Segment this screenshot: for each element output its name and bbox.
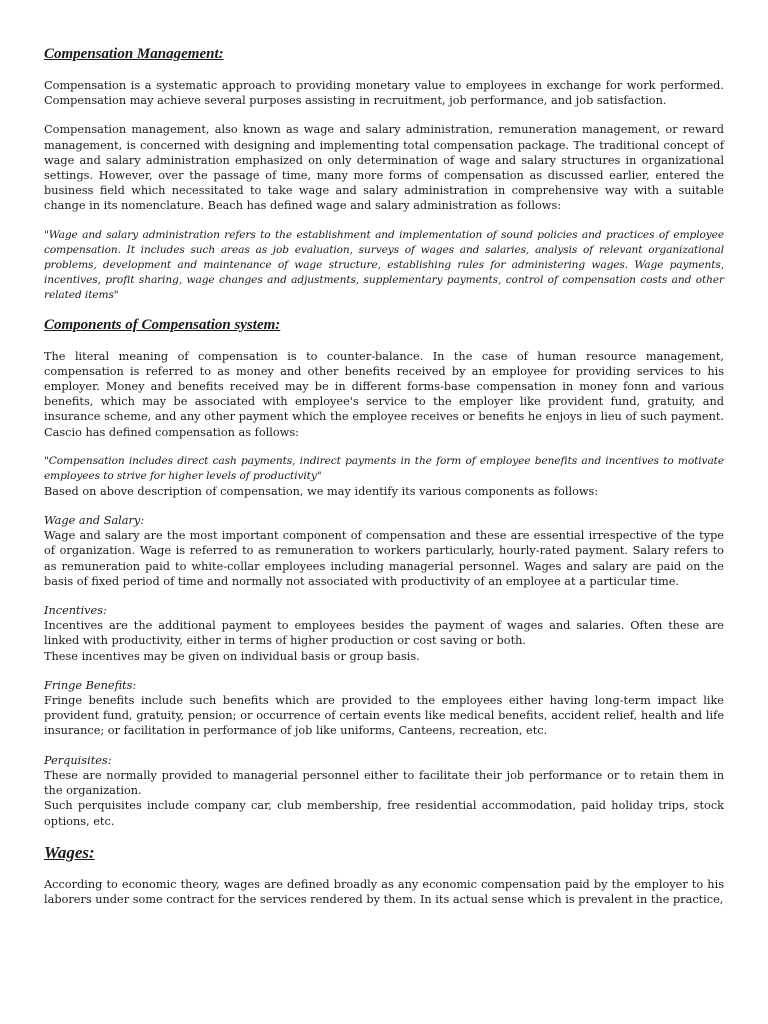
- components-heading: Components of Compensation system:: [44, 316, 281, 333]
- perquisites-label: Perquisites:: [44, 753, 112, 767]
- intro-paragraph-1: Compensation is a systematic approach to providing monetary value to employees in exchange for work performed. Compensation may achieve several purposes assisting in recruitment, job performance, and job satisfaction.: [44, 79, 724, 108]
- incentives-text-2: These incentives may be given on individual basis or group basis.: [44, 649, 420, 663]
- intro-paragraph-2: Compensation management, also known as wage and salary administration, remuneration management, or reward management, is concerned with designing and implementing total compensation package. The traditional concept of wage and salary administration emphasized on only determination of wage and salary structures in organizational settings. However, over the passage of time, many more forms of compensation as discussed earlier, entered the business field which necessitated to take wage and salary administration in comprehensive way with a suitable change in its nomenclature. Beach has defined wage and salary administration as follows:: [44, 123, 724, 213]
- perquisites-text-1: These are normally provided to managerial personnel either to facilitate their job performance or to retain them in the organization.: [44, 768, 724, 798]
- wage-salary-text: Wage and salary are the most important component of compensation and these are essential irrespective of the type of organization. Wage is referred to as remuneration to workers particularly, hourly-rated payment. Salary refers to as remuneration paid to white-collar employees including managerial personnel. Wages and salary are paid on the basis of fixed period of time and normally not associated with productivity of an employee at a particular time.: [44, 529, 724, 588]
- page-title: Compensation Management:: [44, 46, 224, 62]
- fringe-section: [44, 678, 724, 739]
- fringe-text: Fringe benefits include such benefits which are provided to the employees either having long-term impact like provident fund, gratuity, pension; or occurrence of certain events like medical benefits, accident relief, health and life insurance; or facilitation in performance of job like uniforms, Canteens, recreation, etc.: [44, 694, 724, 738]
- beach-quote: "Wage and salary administration refers to the establishment and implementation of sound policies and practices of employee compensation. It includes such areas as job evaluation, surveys of wages and salaries, analysis of relevant organizational problems, development and maintenance of wage structure, establishing rules for administering wages. Wage payments, incentives, profit sharing, wage changes and adjustments, supplementary payments, control of compensation costs and other related items": [44, 228, 724, 301]
- incentives-text-1: Incentives are the additional payment to employees besides the payment of wages and salaries. Often these are linked with productivity, either in terms of higher production or cost saving or both.: [44, 619, 724, 648]
- wage-salary-section: [44, 513, 724, 589]
- fringe-label: Fringe Benefits:: [44, 678, 137, 692]
- wages-paragraph: According to economic theory, wages are defined broadly as any economic compensation paid by the employer to his laborers under some contract for the services rendered by them. In its actual sense which is prevalent in the practice,: [44, 877, 724, 906]
- incentives-section: [44, 603, 724, 664]
- components-paragraph: The literal meaning of compensation is to counter-balance. In the case of human resource management, compensation is referred to as money and other benefits received by an employee for providing services to his employer. Money and benefits received may be in different forms-base compensation in money fonn and various benefits, which may be associated with employee's service to the employer like provident fund, gratuity, and insurance scheme, and any other payment which the employee receives or benefits he enjoys in lieu of such payment. Cascio has defined compensation as follows:: [44, 349, 724, 439]
- perquisites-section: [44, 753, 724, 829]
- components-lead: Based on above description of compensation, we may identify its various components as follows:: [44, 484, 599, 498]
- incentives-label: Incentives:: [44, 604, 107, 618]
- wages-heading: Wages:: [44, 842, 95, 862]
- cascio-quote: "Compensation includes direct cash payments, indirect payments in the form of employee benefits and incentives to motivate employees to strive for higher levels of productivity": [44, 454, 724, 482]
- wage-salary-label: Wage and Salary:: [44, 514, 145, 528]
- perquisites-text-2: Such perquisites include company car, club membership, free residential accommodation, paid holiday trips, stock options, etc.: [44, 799, 724, 828]
